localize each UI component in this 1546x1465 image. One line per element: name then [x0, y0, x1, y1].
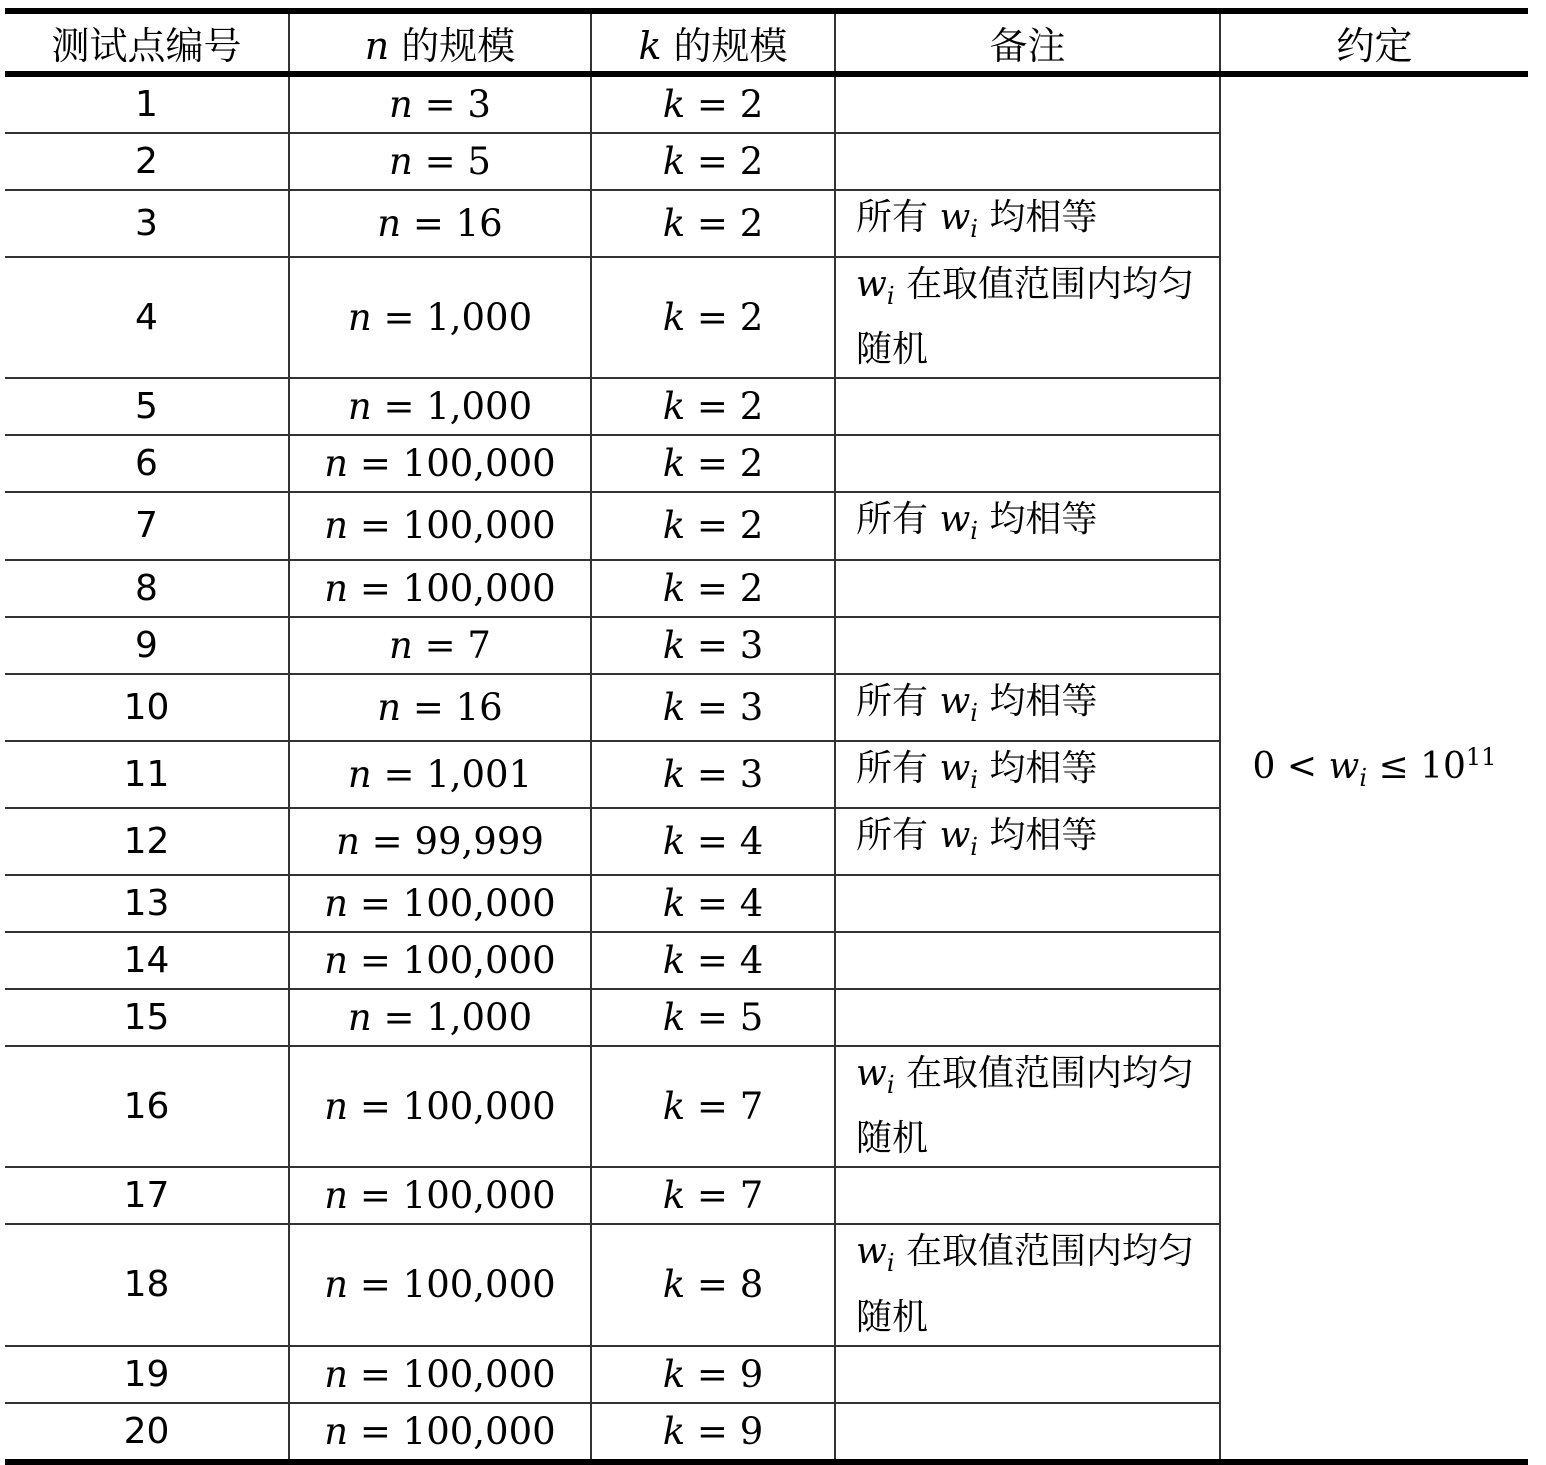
- n-value: 16: [455, 685, 503, 729]
- header-id: 测试点编号: [5, 11, 289, 74]
- cell-test-id: 4: [5, 257, 289, 378]
- cell-note-empty: [835, 435, 1220, 492]
- k-value: 2: [739, 296, 764, 340]
- n-variable: n: [324, 1174, 349, 1218]
- n-value: 100,000: [402, 1263, 556, 1307]
- note-prefix: 所有: [856, 197, 940, 238]
- cell-k-scale: [591, 133, 835, 190]
- n-value: 100,000: [402, 442, 556, 486]
- k-value: 4: [739, 882, 764, 926]
- equals-sign: =: [401, 685, 456, 729]
- table-body: [5, 74, 1528, 1462]
- equals-sign: =: [685, 566, 740, 610]
- w-i-variable: $w_i$: [939, 747, 978, 794]
- cell-k-scale: [591, 1224, 835, 1345]
- equals-sign: =: [685, 1263, 740, 1307]
- cell-n-scale: [289, 133, 591, 190]
- n-value: 100,000: [402, 504, 556, 548]
- w-i-variable: $w_i$: [856, 1231, 895, 1278]
- n-variable: n: [347, 296, 372, 340]
- equals-sign: =: [348, 1085, 403, 1129]
- cell-k-scale: [591, 560, 835, 617]
- cell-n-scale: [289, 257, 591, 378]
- k-value: 2: [739, 202, 764, 246]
- cell-k-scale: [591, 875, 835, 932]
- cell-k-scale: [591, 741, 835, 808]
- header-convention: 约定: [1220, 11, 1528, 74]
- equals-sign: =: [685, 1085, 740, 1129]
- n-variable: n: [324, 442, 349, 486]
- k-variable: k: [662, 504, 686, 548]
- equals-sign: =: [371, 385, 427, 429]
- cell-test-id: 10: [5, 674, 289, 741]
- w-i-variable: $w_i$: [939, 499, 978, 546]
- n-variable: n: [389, 140, 413, 183]
- k-value: 9: [739, 1352, 764, 1396]
- equals-sign: =: [348, 1263, 403, 1307]
- k-value: 2: [739, 566, 764, 610]
- equals-sign: =: [371, 752, 427, 796]
- cell-n-scale: [289, 741, 591, 808]
- k-value: 2: [739, 83, 764, 126]
- cell-n-scale: [289, 1046, 591, 1167]
- k-variable: k: [662, 623, 686, 667]
- n-variable: n: [377, 685, 402, 729]
- cell-k-scale: [591, 808, 835, 875]
- cell-test-id: 20: [5, 1403, 289, 1462]
- k-variable: k: [662, 685, 686, 729]
- cell-test-id: 19: [5, 1346, 289, 1403]
- equals-sign: =: [348, 1352, 403, 1396]
- n-variable: n: [324, 566, 349, 610]
- header-k-scale: [591, 11, 835, 74]
- w-i-variable: $w_i$: [856, 1053, 895, 1100]
- cell-test-id: 7: [5, 492, 289, 559]
- equals-sign: =: [412, 83, 468, 126]
- k-variable: k: [662, 1085, 686, 1129]
- cell-note: [835, 808, 1220, 875]
- k-variable: k: [662, 1174, 686, 1218]
- note-suffix: 均相等: [977, 499, 1098, 541]
- n-value: 100,000: [402, 1085, 556, 1129]
- cell-k-scale: [591, 435, 835, 492]
- k-value: 8: [739, 1263, 764, 1307]
- cell-test-id: 9: [5, 617, 289, 674]
- k-value: 4: [739, 820, 764, 864]
- k-value: 3: [739, 752, 764, 796]
- cell-test-id: 6: [5, 435, 289, 492]
- n-value: 1,000: [426, 385, 533, 429]
- n-variable: n: [324, 882, 349, 926]
- k-value: 9: [739, 1409, 764, 1453]
- k-value: 7: [739, 1174, 764, 1218]
- k-variable: k: [662, 1352, 686, 1396]
- equals-sign: =: [685, 752, 740, 796]
- k-variable: k: [662, 385, 686, 429]
- equals-sign: =: [685, 623, 740, 667]
- equals-sign: =: [685, 1409, 740, 1453]
- k-variable: k: [662, 882, 686, 926]
- header-note: 备注: [835, 11, 1220, 74]
- w-i-variable: $w_i$: [1328, 746, 1368, 793]
- n-variable: n: [324, 1085, 349, 1129]
- k-value: 2: [739, 504, 764, 548]
- cell-k-scale: [591, 617, 835, 674]
- equals-sign: =: [348, 504, 403, 548]
- n-value: 100,000: [402, 1174, 556, 1218]
- n-variable: n: [324, 1409, 349, 1453]
- n-value: 99,999: [414, 820, 544, 864]
- cell-test-id: 15: [5, 989, 289, 1046]
- k-variable: k: [662, 1409, 686, 1453]
- cell-test-id: 13: [5, 875, 289, 932]
- header-n-scale: [289, 11, 591, 74]
- test-case-table: [5, 8, 1528, 1465]
- k-value: 2: [739, 140, 764, 183]
- note-prefix: 所有: [856, 747, 940, 789]
- equals-sign: =: [348, 939, 403, 983]
- cell-n-scale: [289, 1403, 591, 1462]
- n-variable: n: [324, 939, 349, 983]
- cell-k-scale: [591, 674, 835, 741]
- cell-test-id: 1: [5, 74, 289, 133]
- n-value: 5: [467, 140, 491, 183]
- cell-k-scale: [591, 378, 835, 435]
- cell-note: [835, 1046, 1220, 1167]
- cell-note-empty: [835, 133, 1220, 190]
- cell-n-scale: [289, 932, 591, 989]
- equals-sign: =: [685, 140, 740, 183]
- k-value: 3: [739, 685, 764, 729]
- n-variable: n: [347, 752, 372, 796]
- k-variable: k: [662, 140, 686, 183]
- cell-k-scale: [591, 1346, 835, 1403]
- equals-sign: =: [371, 296, 427, 340]
- w-i-variable: $w_i$: [939, 680, 978, 727]
- k-variable: k: [662, 820, 686, 864]
- k-variable: k: [662, 752, 686, 796]
- n-value: 100,000: [402, 1409, 556, 1453]
- equals-sign: =: [685, 202, 740, 246]
- equals-sign: =: [348, 1409, 403, 1453]
- cell-n-scale: [289, 1167, 591, 1224]
- n-variable: n: [324, 1263, 349, 1307]
- equals-sign: =: [685, 882, 740, 926]
- equals-sign: =: [359, 820, 415, 864]
- equals-sign: =: [685, 996, 740, 1040]
- cell-note-empty: [835, 989, 1220, 1046]
- cell-k-scale: [591, 932, 835, 989]
- cell-n-scale: [289, 989, 591, 1046]
- k-variable: k: [662, 83, 686, 126]
- k-variable: k: [662, 442, 686, 486]
- k-value: 2: [739, 442, 764, 486]
- n-value: 100,000: [402, 939, 556, 983]
- cell-note-empty: [835, 560, 1220, 617]
- cell-note-empty: [835, 932, 1220, 989]
- n-value: 16: [455, 202, 503, 246]
- cell-n-scale: [289, 1224, 591, 1345]
- cell-n-scale: [289, 617, 591, 674]
- cell-test-id: 3: [5, 190, 289, 257]
- n-variable: n: [389, 83, 413, 126]
- k-variable: k: [662, 1263, 686, 1307]
- equals-sign: =: [685, 820, 740, 864]
- note-suffix: 均相等: [977, 814, 1098, 856]
- note-suffix: 在取值范围内均匀随机: [856, 1053, 1194, 1160]
- cell-test-id: 8: [5, 560, 289, 617]
- cell-test-id: 17: [5, 1167, 289, 1224]
- equals-sign: =: [348, 882, 403, 926]
- n-value: 7: [467, 623, 491, 667]
- header-k-suffix: 的规模: [661, 24, 788, 68]
- header-n-suffix: 的规模: [389, 24, 516, 68]
- k-variable: k: [662, 996, 686, 1040]
- cell-k-scale: [591, 1167, 835, 1224]
- cell-note-empty: [835, 617, 1220, 674]
- n-value: 100,000: [402, 1352, 556, 1396]
- n-value: 1,001: [426, 752, 533, 796]
- w-i-variable: $w_i$: [939, 197, 978, 244]
- equals-sign: =: [685, 1174, 740, 1218]
- note-suffix: 均相等: [977, 747, 1098, 789]
- equals-sign: =: [685, 939, 740, 983]
- note-prefix: 所有: [856, 814, 940, 856]
- cell-test-id: 5: [5, 378, 289, 435]
- cell-convention: $0 < w_i \le 10^{11}$: [1220, 74, 1528, 1462]
- equals-sign: =: [685, 83, 740, 126]
- n-variable: n: [364, 24, 390, 68]
- equals-sign: =: [401, 202, 456, 246]
- k-value: 4: [739, 939, 764, 983]
- equals-sign: =: [348, 442, 403, 486]
- cell-note: [835, 1224, 1220, 1345]
- cell-n-scale: [289, 190, 591, 257]
- k-variable: k: [662, 939, 686, 983]
- n-value: 1,000: [426, 296, 533, 340]
- k-value: 5: [739, 996, 764, 1040]
- cell-test-id: 2: [5, 133, 289, 190]
- note-prefix: 所有: [856, 499, 940, 541]
- cell-n-scale: [289, 492, 591, 559]
- cell-n-scale: [289, 560, 591, 617]
- cell-note-empty: [835, 378, 1220, 435]
- equals-sign: =: [685, 296, 740, 340]
- cell-note-empty: [835, 1346, 1220, 1403]
- n-value: 100,000: [402, 882, 556, 926]
- note-prefix: 所有: [856, 680, 940, 722]
- cell-n-scale: [289, 875, 591, 932]
- n-value: 1,000: [426, 996, 533, 1040]
- equals-sign: =: [412, 623, 468, 667]
- k-variable: k: [662, 202, 686, 246]
- equals-sign: =: [412, 140, 468, 183]
- cell-note-empty: [835, 1403, 1220, 1462]
- n-value: 3: [467, 83, 491, 126]
- n-variable: n: [336, 820, 360, 864]
- cell-note: [835, 492, 1220, 559]
- cell-note: [835, 674, 1220, 741]
- cell-k-scale: [591, 1046, 835, 1167]
- cell-note-empty: [835, 1167, 1220, 1224]
- note-suffix: 均相等: [977, 680, 1098, 722]
- note-suffix: 均相等: [977, 197, 1098, 238]
- cell-note: [835, 741, 1220, 808]
- n-value: 100,000: [402, 566, 556, 610]
- cell-k-scale: [591, 257, 835, 378]
- cell-k-scale: [591, 492, 835, 559]
- n-variable: n: [347, 385, 372, 429]
- cell-test-id: 16: [5, 1046, 289, 1167]
- cell-note-empty: [835, 875, 1220, 932]
- n-variable: n: [389, 623, 413, 667]
- note-suffix: 在取值范围内均匀随机: [856, 264, 1194, 371]
- cell-n-scale: [289, 1346, 591, 1403]
- cell-note: [835, 190, 1220, 257]
- k-value: 3: [739, 623, 764, 667]
- n-variable: n: [347, 996, 372, 1040]
- equals-sign: =: [348, 1174, 403, 1218]
- cell-n-scale: [289, 435, 591, 492]
- equals-sign: =: [348, 566, 403, 610]
- cell-n-scale: [289, 674, 591, 741]
- cell-test-id: 14: [5, 932, 289, 989]
- table-row: [5, 74, 1528, 133]
- cell-note: [835, 257, 1220, 378]
- k-variable: k: [638, 24, 662, 68]
- cell-k-scale: [591, 1403, 835, 1462]
- cell-k-scale: [591, 190, 835, 257]
- k-variable: k: [662, 296, 686, 340]
- cell-test-id: 11: [5, 741, 289, 808]
- n-variable: n: [324, 1352, 349, 1396]
- equals-sign: =: [685, 385, 740, 429]
- cell-n-scale: [289, 378, 591, 435]
- cell-n-scale: [289, 808, 591, 875]
- k-variable: k: [662, 566, 686, 610]
- w-i-variable: $w_i$: [856, 264, 895, 311]
- equals-sign: =: [685, 442, 740, 486]
- equals-sign: =: [685, 685, 740, 729]
- equals-sign: =: [685, 504, 740, 548]
- k-value: 2: [739, 385, 764, 429]
- cell-note-empty: [835, 74, 1220, 133]
- cell-k-scale: [591, 74, 835, 133]
- equals-sign: =: [371, 996, 427, 1040]
- w-i-variable: $w_i$: [939, 814, 978, 862]
- cell-test-id: 18: [5, 1224, 289, 1345]
- equals-sign: =: [685, 1352, 740, 1396]
- cell-n-scale: [289, 74, 591, 133]
- note-suffix: 在取值范围内均匀随机: [856, 1231, 1194, 1338]
- cell-test-id: 12: [5, 808, 289, 875]
- cell-k-scale: [591, 989, 835, 1046]
- n-variable: n: [377, 202, 402, 246]
- n-variable: n: [324, 504, 349, 548]
- header-row: [5, 11, 1528, 74]
- k-value: 7: [739, 1085, 764, 1129]
